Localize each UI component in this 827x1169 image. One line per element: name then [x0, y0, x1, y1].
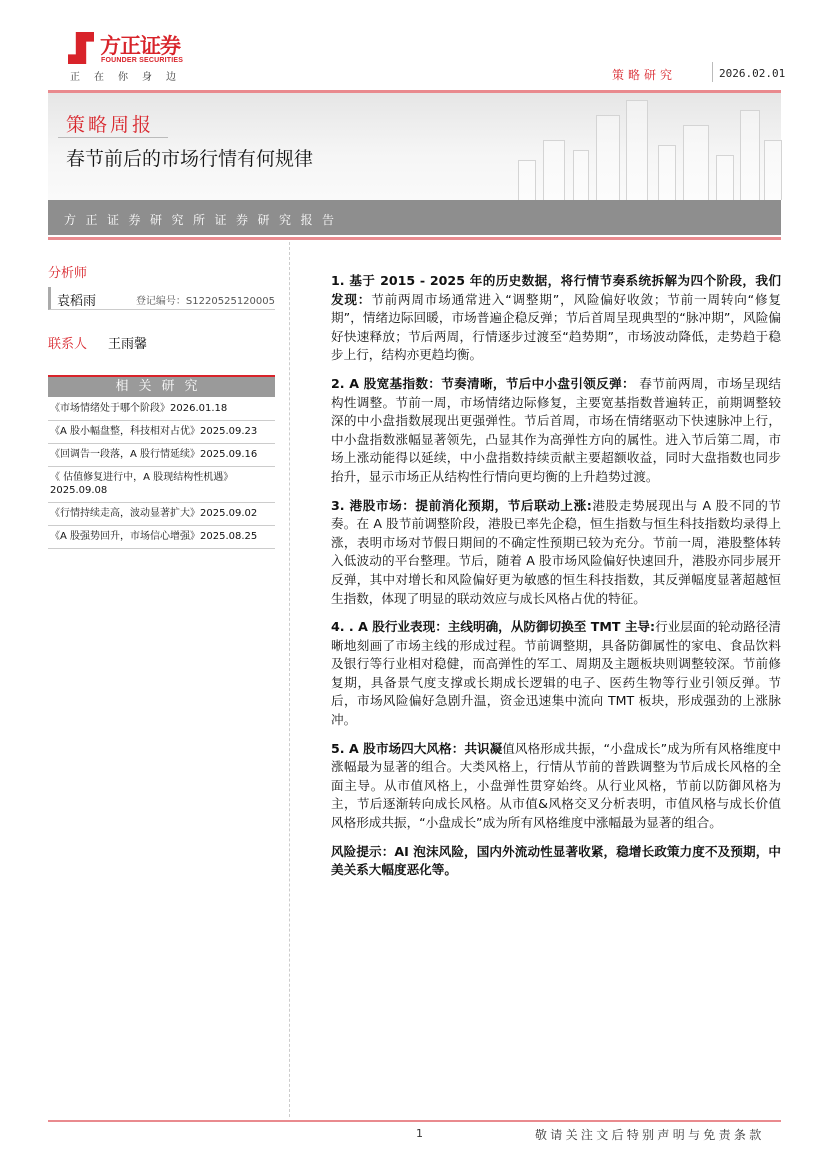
department-label: 策略研究	[612, 68, 677, 82]
logo-mark-icon	[68, 32, 94, 64]
related-research-link[interactable]: 《 估值修复进行中，A 股现结构性机遇》2025.09.08	[48, 467, 275, 503]
summary-paragraph	[331, 375, 781, 487]
summary-body	[331, 272, 781, 890]
related-research-list	[48, 398, 275, 549]
disclaimer-note: 敬请关注文后特别声明与免责条款	[535, 1128, 765, 1142]
paragraph-text: 节前两周市场通常进入“调整期”，风险偏好收敛；节前一周转向“修复期”，情绪边际回暖，市场普遍企稳反弹；节后首周呈现典型的“脉冲期”，风险偏好快速释放；节后两周，行情逐步过渡至“趋势期”，市场波动降低，走势趋于稳步上行，结构亦更趋均衡。	[331, 291, 781, 363]
analyst-registration: 登记编号：S1220525120005	[135, 296, 275, 307]
logo-en: FOUNDER SECURITIES	[101, 57, 184, 64]
banner-bottom-rule	[48, 237, 781, 240]
analyst-row	[48, 287, 275, 310]
paragraph-text: 行业层面的轮动路径清晰地刻画了市场主线的形成过程。节前调整期，具备防御属性的家电、食品饮料及银行等行业相对稳健，而高弹性的军工、周期及主题板块则调整较深。节前修复期，具备景气度支撑或长期成长逻辑的电子、医药生物等行业引领反弹。节后，市场风险偏好急剧升温，资金迅速集中流向 TMT 板块，形成强劲的上涨脉冲。	[331, 619, 782, 728]
founder-securities-logo	[68, 30, 198, 70]
footer-rule	[48, 1120, 781, 1122]
paragraph-text: 值风格形成共振，“小盘成长”成为所有风格维度中涨幅最为显著的组合。大类风格上，行情从节前的普跌调整为节后成长风格的全面主导。从市值风格上，小盘弹性贯穿始终。从行业风格，节前以防御风格为主，节后逐渐转向成长风格。从市值&风格交叉分析表明，市值风格与成长价值风格形成共振，“小盘成长”成为所有风格维度中涨幅最为显著的组合。	[331, 740, 781, 831]
analyst-heading: 分析师	[48, 266, 88, 281]
column-divider	[289, 242, 290, 1117]
analyst-name: 袁稻雨	[57, 294, 97, 309]
report-type: 策略周报	[66, 114, 155, 136]
institution-label: 方正证券研究所证券研究报告	[64, 213, 344, 227]
related-research-heading: 相关研究	[48, 375, 275, 397]
report-title: 春节前后的市场行情有何规律	[66, 148, 314, 170]
paragraph-text: 春节前两周，市场呈现结构性调整。节前一周，市场情绪边际修复，主要宽基指数普遍转正，前期调整较深的中小盘指数展现出更强弹性。节后首周，市场在情绪驱动下快速脉冲上行，中小盘指数涨幅显著领先，凸显其作为高弹性方向的属性。进入节后第二周，市场上涨动能得以延续，中小盘指数持续贡献主要超额收益，同时大盘指数也同步抬升，显示市场正从结构性行情向更均衡的上升趋势过渡。	[331, 375, 781, 484]
related-research-link[interactable]: 《市场情绪处于哪个阶段》2026.01.18	[48, 398, 275, 421]
paragraph-lead: 2. A 股宽基指数：节奏清晰，节后中小盘引领反弹：	[331, 375, 635, 391]
related-research-link[interactable]: 《A 股小幅盘整，科技相对占优》2025.09.23	[48, 421, 275, 444]
paragraph-lead: 5. A 股市场四大风格：共识凝	[331, 740, 503, 756]
paragraph-lead: 4. . A 股行业表现：主线明确，从防御切换至 TMT 主导:	[331, 619, 656, 635]
report-date: 2026.02.01	[719, 67, 786, 80]
header-separator	[712, 62, 713, 82]
logo-cn: 方正证券	[100, 34, 180, 58]
related-research-link[interactable]: 《回调告一段落，A 股行情延续》2025.09.16	[48, 444, 275, 467]
slogan: 正在你身边	[70, 72, 190, 83]
page-number: 1	[416, 1127, 423, 1140]
paragraph-lead: 风险提示：AI 泡沫风险，国内外流动性显著收紧，稳增长政策力度不及预期，中美关系大幅度恶化等。	[331, 843, 781, 878]
title-rule	[58, 137, 168, 138]
related-research-link[interactable]: 《行情持续走高，波动显著扩大》2025.09.02	[48, 503, 275, 526]
contact-heading: 联系人	[48, 337, 88, 352]
risk-warning	[331, 843, 781, 880]
summary-paragraph	[331, 618, 781, 730]
paragraph-lead: 3. 港股市场：提前消化预期，节后联动上涨:	[331, 497, 592, 513]
paragraph-text: 港股走势展现出与 A 股不同的节奏。在 A 股节前调整阶段，港股已率先企稳，恒生指数与恒生科技指数均录得上涨，表明市场对节假日期间的不确定性预期已较为充分。节前一周，港股整体转入低波动的平台整理。节后，随着 A 股市场风险偏好快速回升，港股亦同步展开反弹，其中对增长和风险偏好更为敏感的恒生科技指数，其反弹幅度显著超越恒生指数，体现了明显的联动效应与成长风格占优的特征。	[331, 497, 782, 606]
summary-paragraph	[331, 272, 781, 365]
related-research-link[interactable]: 《A 股强势回升，市场信心增强》2025.08.25	[48, 526, 275, 549]
paragraph-lead: 1. 基于 2015 - 2025 年的历史数据，将行情节奏系统拆解为四个阶段，我们发现：	[331, 273, 781, 307]
summary-paragraph	[331, 740, 781, 833]
contact-name: 王雨馨	[108, 337, 148, 352]
summary-paragraph	[331, 497, 781, 609]
